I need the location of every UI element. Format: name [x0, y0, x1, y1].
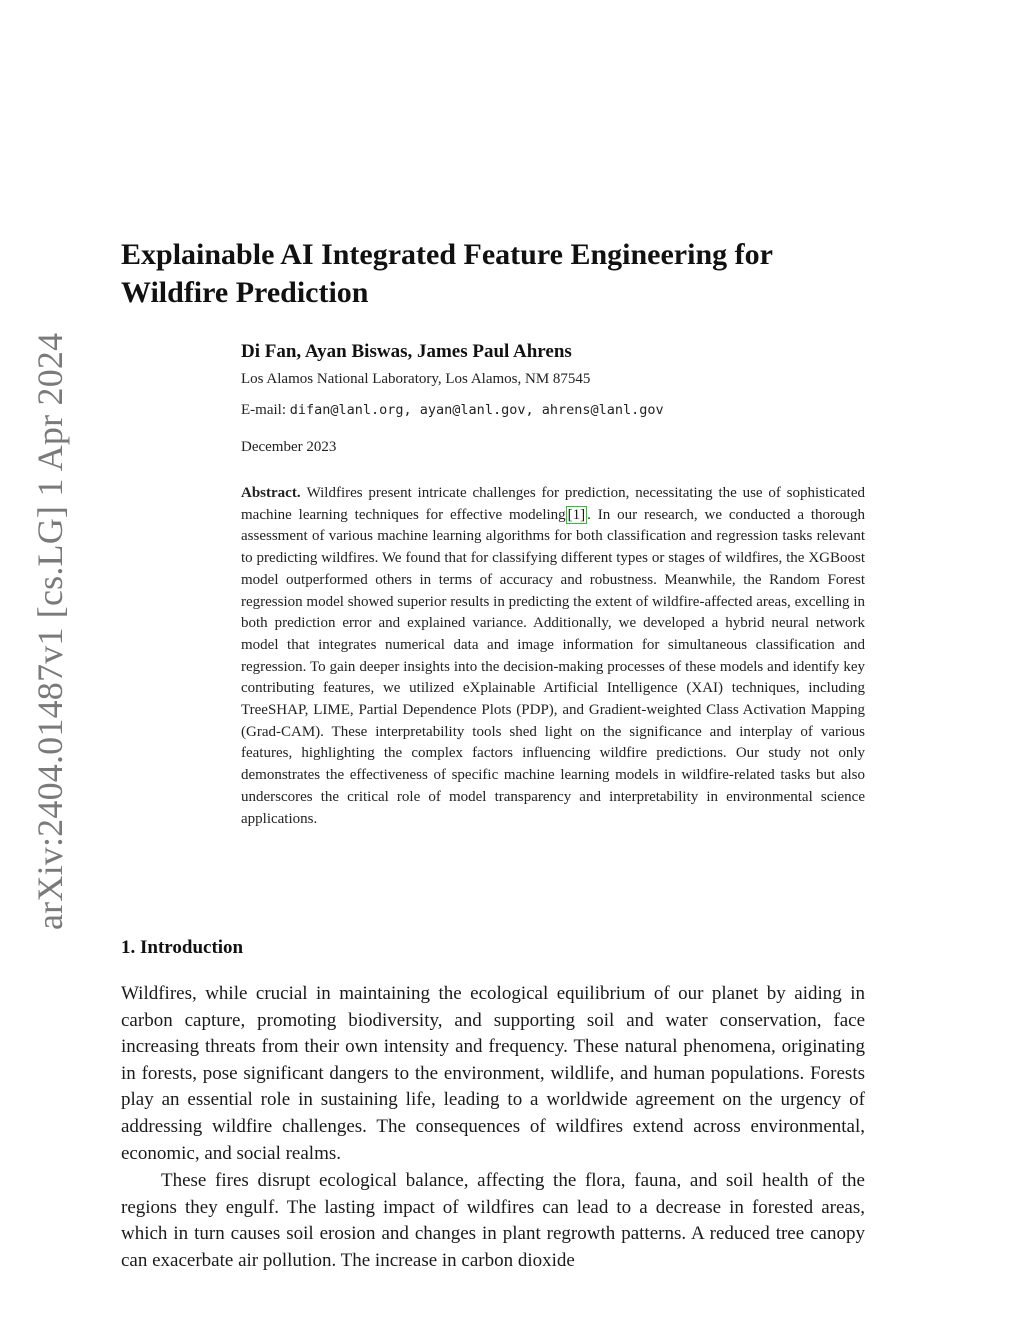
- citation-link[interactable]: [1]: [567, 506, 586, 523]
- arxiv-watermark: arXiv:2404.01487v1 [cs.LG] 1 Apr 2024: [30, 332, 70, 930]
- intro-paragraph-2: These fires disrupt ecological balance, affecting the flora, fauna, and soil health of the regions they engulf. The lasting impact of wildfires can lead to a decrease in forested areas, which in turn causes soil erosion and changes in plant regrowth patterns. A reduced tree canopy can exacerbate air pollution. The increase in carbon dioxide: [121, 1170, 865, 1271]
- email-label: E-mail:: [241, 402, 286, 418]
- affiliation: Los Alamos National Laboratory, Los Alamos, NM 87545: [241, 371, 591, 387]
- abstract-text-part-1: Wildfires present intricate challenges for prediction, necessitating the use of sophisticated machine learning techniques for effective modeling: [241, 485, 865, 523]
- abstract-label: Abstract.: [241, 485, 301, 501]
- email-addresses[interactable]: difan@lanl.org, ayan@lanl.gov, ahrens@lanl.gov: [289, 402, 664, 418]
- section-heading-introduction: 1. Introduction: [121, 937, 244, 958]
- intro-paragraph-1: Wildfires, while crucial in maintaining the ecological equilibrium of our planet by aiding in carbon capture, promoting biodiversity, and supporting soil and water conservation, face increasing threats from their own intensity and frequency. These natural phenomena, originating in forests, pose significant dangers to the environment, wildlife, and human populations. Forests play an essential role in sustaining life, leading to a worldwide agreement on the urgency of addressing wildfire challenges. The consequences of wildfires extend across environmental, economic, and social realms.: [121, 983, 865, 1164]
- paper-title: Explainable AI Integrated Feature Engineering for Wildfire Prediction: [121, 238, 773, 309]
- email-line: [241, 400, 664, 420]
- publication-date: December 2023: [241, 439, 337, 455]
- abstract: [241, 483, 865, 830]
- author-list: Di Fan, Ayan Biswas, James Paul Ahrens: [241, 341, 572, 362]
- abstract-text-part-2: . In our research, we conducted a thorough assessment of various machine learning algorithms for both classification and regression tasks relevant to predicting wildfires. We found that for classifying different types or stages of wildfires, the XGBoost model outperformed others in terms of accuracy and robustness. Meanwhile, the Random Forest regression model showed superior results in predicting the extent of wildfire-affected areas, excelling in both prediction error and explained variance. Additionally, we developed a hybrid neural network model that integrates numerical data and image information for simultaneous classification and regression. To gain deeper insights into the decision-making processes of these models and identify key contributing features, we utilized eXplainable Artificial Intelligence (XAI) techniques, including TreeSHAP, LIME, Partial Dependence Plots (PDP), and Gradient-weighted Class Activation Mapping (Grad-CAM). These interpretability tools shed light on the significance and interplay of various features, highlighting the complex factors influencing wildfire predictions. Our study not only demonstrates the effectiveness of specific machine learning models in wildfire-related tasks but also underscores the critical role of model transparency and interpretability in environmental science applications.: [241, 506, 865, 827]
